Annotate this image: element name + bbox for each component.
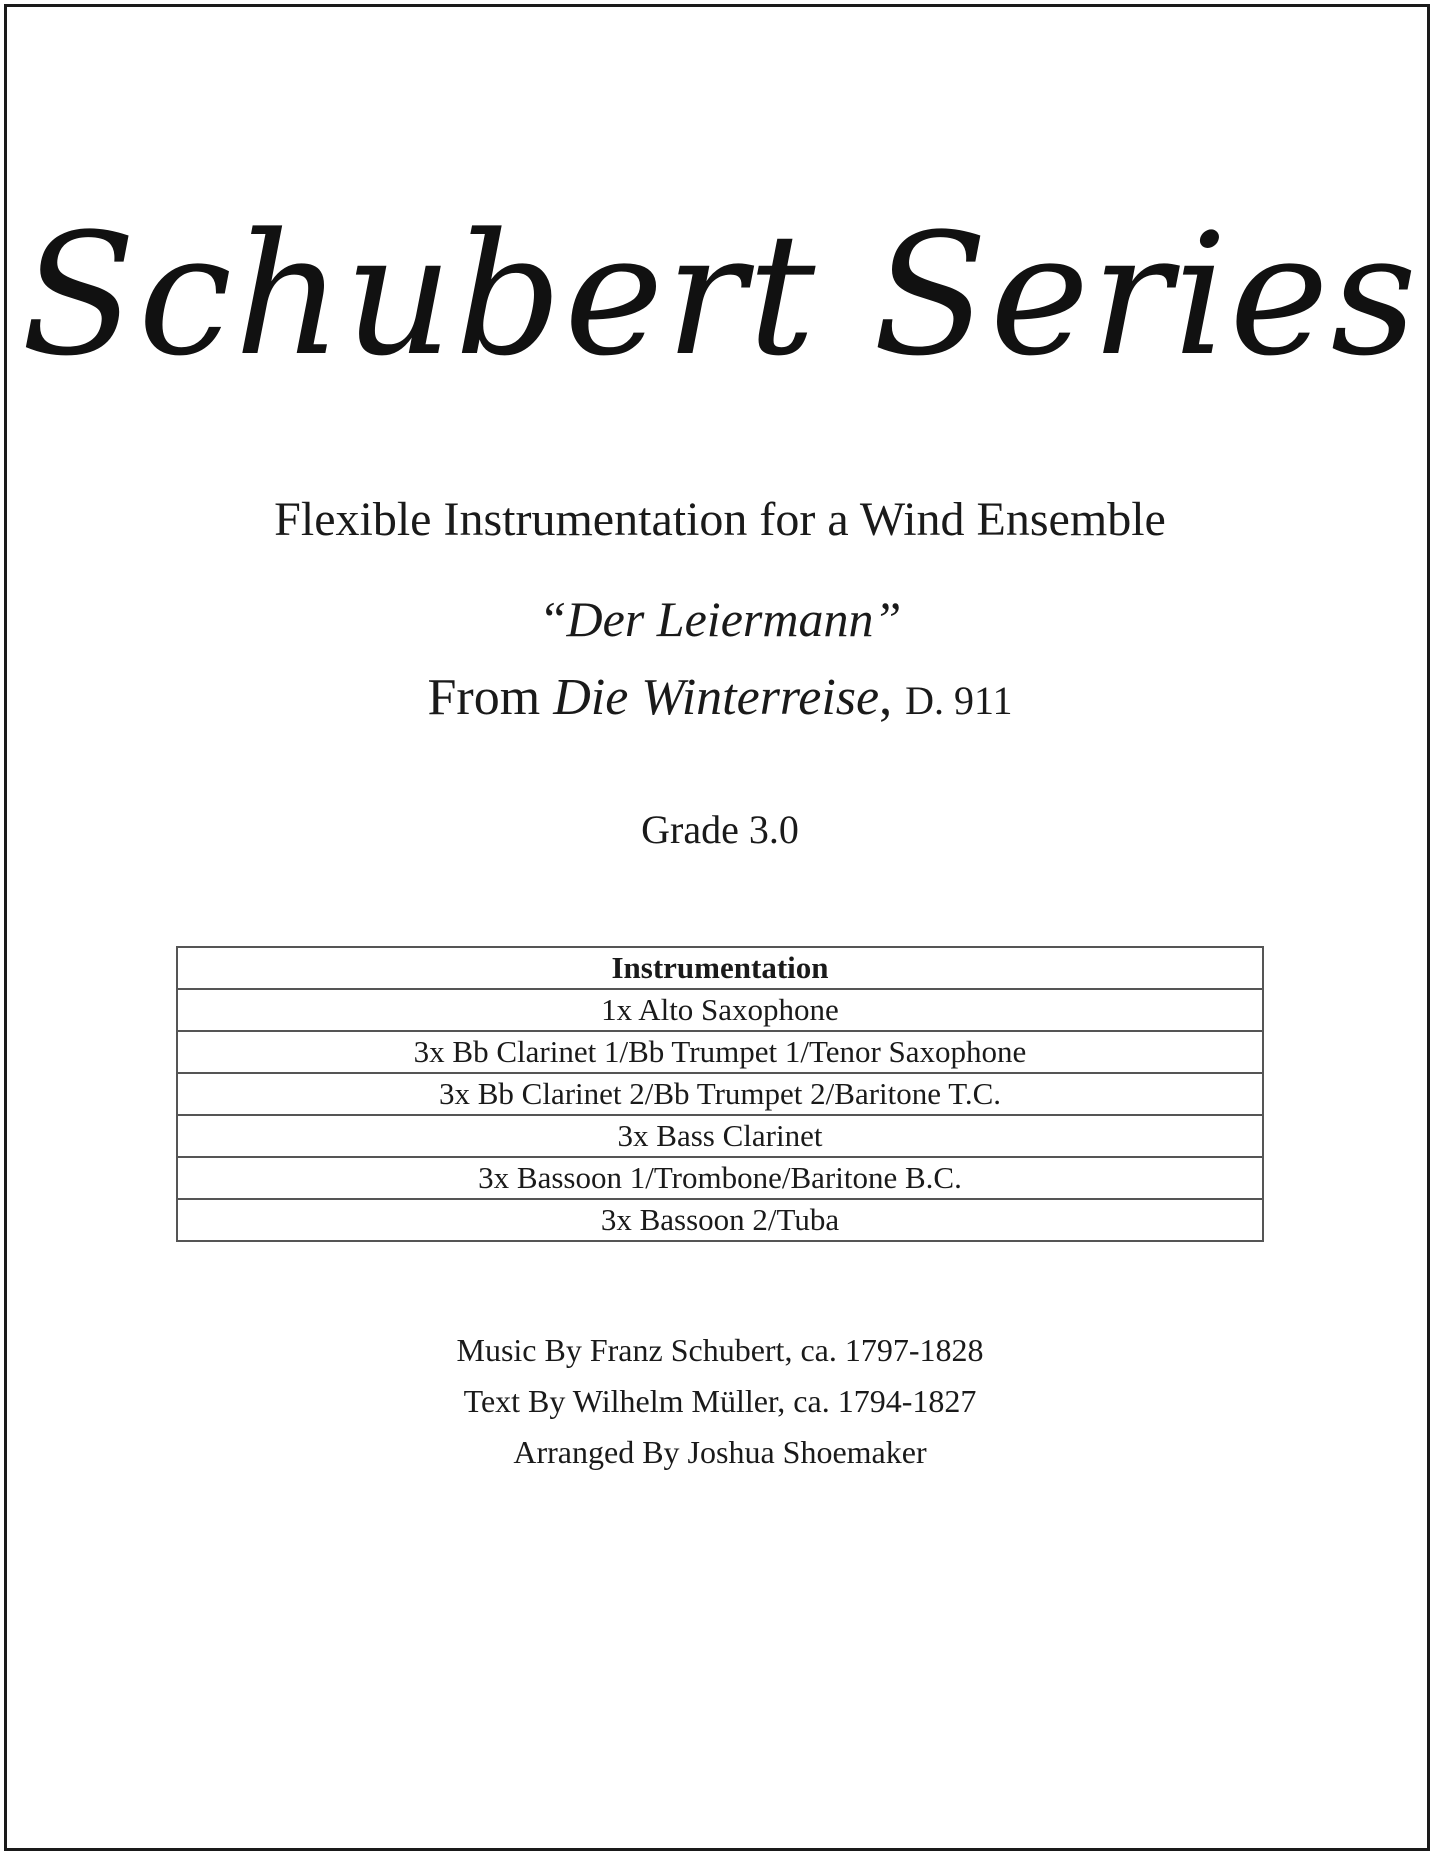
instrument-cell: 3x Bass Clarinet xyxy=(177,1115,1263,1157)
from-prefix: From xyxy=(427,669,554,726)
grade-label: Grade 3.0 xyxy=(641,807,799,852)
table-row xyxy=(177,1031,1263,1073)
instrument-cell: 3x Bassoon 1/Trombone/Baritone B.C. xyxy=(177,1157,1263,1199)
table-row xyxy=(177,1199,1263,1241)
work-separator: , xyxy=(879,669,906,726)
credits xyxy=(0,1325,1440,1478)
series-title: Schubert Series xyxy=(21,197,1419,393)
instrument-cell: 3x Bassoon 2/Tuba xyxy=(177,1199,1263,1241)
table-header-row xyxy=(177,947,1263,989)
catalog-number: D. 911 xyxy=(905,678,1013,723)
piece-title: “Der Leiermann” xyxy=(538,591,902,647)
from-line xyxy=(0,665,1440,734)
instrument-cell: 1x Alto Saxophone xyxy=(177,989,1263,1031)
instrument-cell: 3x Bb Clarinet 2/Bb Trumpet 2/Baritone T.C. xyxy=(177,1073,1263,1115)
instrumentation-header: Instrumentation xyxy=(177,947,1263,989)
text-credit: Text By Wilhelm Müller, ca. 1794-1827 xyxy=(463,1383,977,1419)
table-row xyxy=(177,989,1263,1031)
work-title: Die Winterreise xyxy=(553,669,880,726)
instrumentation-table xyxy=(176,946,1264,1242)
music-credit: Music By Franz Schubert, ca. 1797-1828 xyxy=(456,1332,984,1368)
table-row xyxy=(177,1157,1263,1199)
table-row xyxy=(177,1115,1263,1157)
table-row xyxy=(177,1073,1263,1115)
instrument-cell: 3x Bb Clarinet 1/Bb Trumpet 1/Tenor Saxophone xyxy=(177,1031,1263,1073)
arranger-credit: Arranged By Joshua Shoemaker xyxy=(513,1434,927,1470)
subtitle: Flexible Instrumentation for a Wind Ensemble xyxy=(274,493,1166,546)
